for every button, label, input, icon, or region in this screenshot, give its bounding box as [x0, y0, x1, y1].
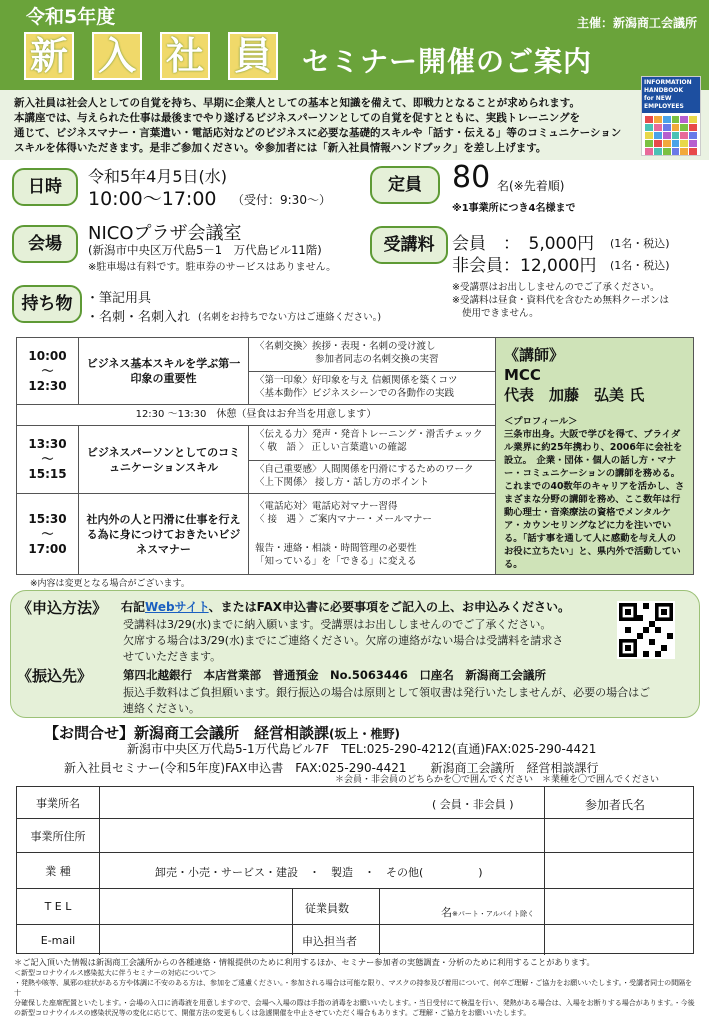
title-char: 新: [24, 32, 74, 80]
transfer-note: 振込手数料はご負担願います。銀行振込の場合は原則として領収書は発行いたしませんが、必要の場合はご: [123, 686, 651, 699]
covid-heading: ＜新型コロナウイルス感染拡大に伴うセミナーの対応について＞: [14, 969, 217, 977]
lunch-row: [17, 405, 495, 426]
header-banner: [0, 0, 709, 90]
bank-account: 第四北越銀行 本店営業部 普通預金 No.5063446 口座名 新潟商工会議所: [123, 668, 546, 682]
website-link[interactable]: Webサイト: [145, 600, 209, 614]
lecturer-heading: 《講師》: [504, 346, 565, 364]
session-row: [17, 494, 495, 574]
capacity-number: 80: [452, 160, 491, 195]
lunch-break: 12:30 ～13:30 休憩（昼食はお弁当を用意します）: [135, 409, 377, 420]
detail-line: 〈 敬 語 〉 正しい言葉遣いの確認: [255, 442, 407, 453]
title-char: 員: [228, 32, 278, 80]
end-time: 15:15: [28, 467, 67, 481]
fee-nonmember-tax: (1名・税込): [610, 259, 670, 272]
venue-label: 会場: [12, 225, 78, 263]
form-label: 事業所住所: [17, 819, 100, 852]
contact-org: 【お問合せ】新潟商工会議所 経営相談課: [44, 724, 330, 742]
qr-code[interactable]: [617, 601, 675, 659]
time-separator: ～: [41, 452, 54, 466]
session-time: [17, 494, 79, 574]
detail-line: 〈 接 遇 〉ご案内マナー・メールマナー: [255, 514, 432, 525]
industry-options[interactable]: 卸売・小売・サービス・建設 ・ 製造 ・ その他( ): [155, 866, 483, 879]
session-detail: [249, 460, 495, 494]
fee-note: 使用できません。: [462, 308, 539, 319]
form-label: 事業所名: [17, 787, 100, 818]
start-time: 15:30: [28, 511, 67, 526]
session-detail: [249, 338, 495, 371]
member-choice[interactable]: ( 会員・非会員 ): [432, 798, 514, 811]
form-row: [17, 819, 693, 853]
session-title: ビジネス基本スキルを学ぶ第一印象の重要性: [79, 338, 249, 404]
transfer-heading: 《振込先》: [17, 667, 93, 685]
payment-deadline: 受講料は3/29(水)までに納入願います。受講票はお出ししませんのでご了承ください。: [123, 618, 552, 631]
session-detail: [249, 534, 495, 574]
handbook-title-text: INFORMATION HANDBOOK: [644, 79, 692, 94]
intro-text: [14, 96, 634, 156]
lecturer-name: 代表 加藤 弘美 氏: [504, 386, 645, 404]
employees-note: ※パート・アルバイト除く: [452, 910, 535, 918]
page-title: セミナー開催のご案内: [302, 45, 593, 78]
contact-address: 新潟市中央区万代島5-1万代島ビル7F TEL:025-290-4212(直通)FAX:025-290-4421: [127, 742, 597, 756]
privacy-note: ＊ご記入頂いた情報は新潟商工会議所からの各種連絡・情報提供のために利用するほか、セミナー参加者の実態調査・分析のために利用することがあります。: [14, 957, 595, 967]
employees-unit: [441, 904, 534, 920]
intro-line: スキルを体得いただきます。是非ご参加ください。※参加者には「新入社員情報ハンドブック」を差し上げます。: [14, 142, 547, 154]
session-time: [17, 338, 79, 404]
session-row: [17, 338, 495, 405]
title-char: 社: [160, 32, 210, 80]
capacity-note: ※1事業所につき4名様まで: [452, 203, 576, 214]
lecturer-org: MCC: [504, 366, 541, 384]
venue-address: (新潟市中央区万代島5－1 万代島ビル11階): [88, 243, 322, 257]
form-label: E-mail: [17, 925, 100, 955]
parking-note: ※駐車場は有料です。駐車券のサービスはありません。: [88, 262, 337, 273]
detail-line: 〈上下関係〉 接し方・話し方のポイント: [255, 477, 430, 488]
employees-unit-text: 名: [441, 906, 452, 919]
covid-note: 分確保した座席配置といたします。・会場の入口に消毒液を用意しますので、会場へ入場の際は手指の消毒をお願いいたします。・当日受付にて検温を行い、発熱がある場合は、入場をお断りする場合があります。・今後: [14, 999, 695, 1007]
contact-person-label: 申込担当者: [302, 935, 357, 948]
session-row: [17, 426, 495, 494]
bring-item: ・筆記用具: [86, 291, 152, 306]
method-heading: 《申込方法》: [17, 599, 108, 617]
detail-line: 〈伝える力〉発声・発音トレーニング・滑舌チェック: [255, 429, 483, 440]
participant-column: [544, 787, 545, 955]
detail-line: 〈自己重要感〉人間関係を円滑にするためのワーク: [255, 464, 474, 475]
form-label: T E L: [17, 889, 100, 924]
bring-note: (名刺をお持ちでない方はご連絡ください。): [198, 312, 382, 323]
handbook-image: [641, 76, 701, 156]
session-time: [17, 426, 79, 493]
detail-line: 〈第一印象〉好印象を与え 信頼関係を築くコツ: [255, 375, 458, 386]
application-form: [16, 786, 694, 954]
time-range: 10:00～17:00: [88, 188, 217, 210]
session-title: 社内外の人と円滑に仕事を行える為に身につけておきたいビジネスマナー: [79, 494, 249, 574]
method-post: 、またはFAX申込書に必要事項をご記入の上、お申込みください。: [208, 600, 571, 614]
schedule-note: ※内容は変更となる場合がございます。: [30, 579, 190, 589]
intro-line: 本講座では、与えられた仕事は最後までやり遂げるビジネスパーソンとしての自覚を促すとともに、実践トレーニングを: [14, 112, 581, 124]
footer-notes: [14, 956, 699, 1018]
profile-text: 三条市出身。大阪で学びを得て、ブライダル業界に約25年携わり、2006年に会社を設立。 企業・団体・個人の話し方・マナー・コミュニケーションの講師を務める。これまでの40数年のキャリアを活かし、さまざまな分野の講師を務め、ここ数年は行動心理士・音楽療法の資格でメンタルケア・カウンセリングなどに力を注いでいる。「話す事を通して人に感動を与え人のお役に立ちたい」と、県内外で活動している。: [504, 429, 685, 570]
sponsor: 主催：新潟商工会議所: [576, 16, 697, 30]
reception-time: （受付：9:30～）: [232, 193, 331, 207]
divider: [292, 925, 380, 926]
handbook-title: [642, 77, 700, 113]
fee-nonmember: 非会員：12,000円: [452, 256, 597, 276]
detail-line: 報告・連絡・相談・時間管理の必要性: [255, 543, 417, 554]
session-detail: [249, 426, 495, 460]
session-title: ビジネスパーソンとしてのコミュニケーションスキル: [79, 426, 249, 493]
fiscal-year: 令和5年度: [26, 6, 116, 28]
transfer-note: 連絡ください。: [123, 702, 200, 715]
session-detail: [249, 494, 495, 534]
handbook-subtitle: for NEW EMPLOYEES: [644, 95, 684, 110]
fee-note: ※受講票はお出ししませんのでご了承ください。: [452, 282, 660, 293]
lecturer-panel: [495, 338, 693, 574]
venue-name: NICOプラザ会議室: [88, 223, 242, 244]
session-detail: [249, 371, 495, 405]
method-text: [121, 599, 570, 615]
absence-note: せていただきます。: [123, 650, 222, 663]
covid-note: の新型コロナウイルスの感染状況等の変化に応じて、開催方法の変更もしくは急遽開催を中止させていただく場合もあります。ご理解・ご協力をお願いいたします。: [14, 1009, 531, 1017]
participant-header: 参加者氏名: [585, 798, 646, 812]
title-char: 入: [92, 32, 142, 80]
handbook-mosaic: [642, 113, 700, 156]
method-pre: 右記: [121, 600, 146, 614]
detail-line: 「知っている」を「できる」に変える: [255, 556, 417, 567]
title-boxes: [24, 32, 278, 80]
capacity-label: 定員: [370, 166, 440, 204]
fee-note: ※受講料は昼食・資料代を含むため無料クーポンは: [452, 295, 669, 306]
time-separator: ～: [41, 526, 54, 541]
lecturer-profile: [504, 415, 685, 571]
capacity-unit: 名(※先着順): [497, 179, 565, 193]
employees-label: 従業員数: [305, 902, 349, 915]
time-separator: ～: [41, 363, 54, 378]
date-label: 日時: [12, 168, 78, 206]
contact-staff: (坂上・椎野): [329, 727, 400, 741]
intro-section: [0, 79, 709, 160]
fee-member: 会員 ： 5,000円: [452, 234, 595, 254]
application-section: [10, 590, 700, 718]
form-label: 業 種: [17, 853, 100, 888]
intro-line: 通じて、ビジネスマナー・言葉遣い・電話応対などのビジネスに必要な基礎的スキルや「話す・伝える」等のコミュニケーション: [14, 127, 622, 139]
schedule-table: [16, 337, 694, 575]
absence-note: 欠席する場合は3/29(水)までにご連絡ください。欠席の連絡がない場合は受講料を請求さ: [123, 634, 564, 647]
covid-note: ・発熱や咳等、風邪の症状がある方や体調に不安のある方は、参加をご遠慮ください。・参加される場合は可能な限り、マスクの持参及び着用について、何卒ご理解・ご協力をお願いいたします。・受講者同士の間隔を十: [14, 979, 693, 997]
profile-heading: ＜プロフィール＞: [504, 416, 578, 427]
detail-line: 〈名刺交換〉挨拶・表現・名刺の受け渡し: [255, 341, 436, 352]
detail-line: 〈基本動作〉ビジネスシーンでの各動作の実践: [255, 388, 455, 399]
bring-item: ・名刺・名刺入れ: [86, 310, 191, 325]
intro-line: 新入社員は社会人としての自覚を持ち、早期に企業人としての基本と知識を備えて、即戦力となることが求められます。: [14, 97, 580, 109]
start-time: 13:30: [28, 437, 67, 451]
qr-code-graphic: [619, 603, 673, 657]
date-line1: 令和5年4月5日(水): [88, 167, 228, 186]
bring-label: 持ち物: [12, 285, 82, 323]
end-time: 17:00: [28, 541, 67, 556]
fee-member-tax: (1名・税込): [610, 237, 670, 250]
detail-line: 〈電話応対〉電話応対マナー習得: [255, 501, 398, 512]
fax-form-note: ＊会員・非会員のどちらかを〇で囲んでください ＊業種を〇で囲んでください: [335, 775, 660, 785]
detail-line: 参加者同志の名刺交換の実習: [315, 354, 439, 365]
fax-form-title: 新入社員セミナー(令和5年度)FAX申込書 FAX:025-290-4421 新潟商工会議所 経営相談課行: [64, 761, 599, 775]
fee-label: 受講料: [370, 226, 448, 264]
end-time: 12:30: [28, 378, 67, 393]
start-time: 10:00: [28, 348, 67, 363]
